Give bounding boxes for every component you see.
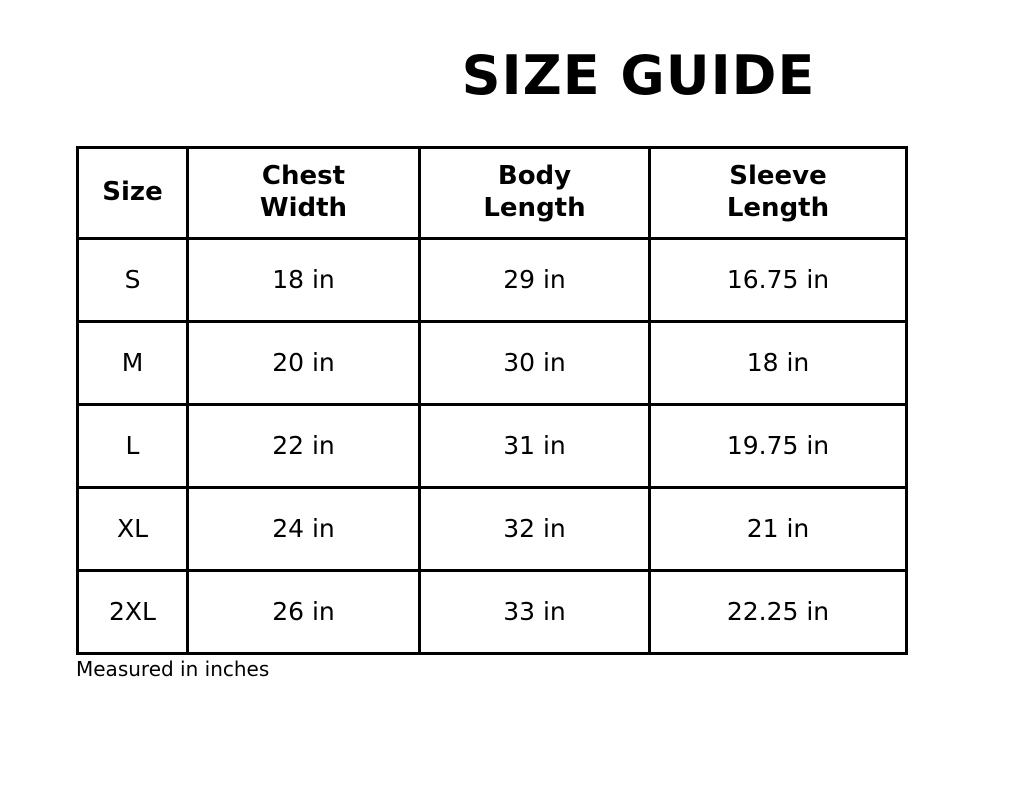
table-row <box>78 239 907 322</box>
column-header-body-length-line2: Length <box>483 193 586 223</box>
measurement-note: Measured in inches <box>76 657 270 681</box>
column-header-size-line1: Size <box>102 177 163 208</box>
cell-sleeve-length: 19.75 in <box>650 405 907 488</box>
column-header-chest-width-line2: Width <box>259 193 348 223</box>
table-body <box>78 239 907 654</box>
cell-sleeve-length: 16.75 in <box>650 239 907 322</box>
table-row <box>78 405 907 488</box>
cell-body-length: 31 in <box>420 405 650 488</box>
size-chart-table <box>76 146 908 655</box>
column-header-body-length-line1: Body <box>497 161 572 192</box>
table-row <box>78 488 907 571</box>
cell-size: L <box>78 405 188 488</box>
cell-size: 2XL <box>78 571 188 654</box>
table-header-row <box>78 148 907 239</box>
size-chart-container <box>76 146 905 655</box>
table-row <box>78 322 907 405</box>
cell-size: XL <box>78 488 188 571</box>
cell-sleeve-length: 21 in <box>650 488 907 571</box>
column-header-chest-width-line1: Chest <box>261 161 346 192</box>
cell-size: M <box>78 322 188 405</box>
table-row <box>78 571 907 654</box>
cell-size: S <box>78 239 188 322</box>
cell-chest-width: 20 in <box>188 322 420 405</box>
cell-body-length: 33 in <box>420 571 650 654</box>
column-header-sleeve-length-line1: Sleeve <box>729 161 827 192</box>
cell-body-length: 30 in <box>420 322 650 405</box>
column-header-sleeve-length <box>650 148 907 239</box>
column-header-sleeve-length-line2: Length <box>726 193 830 223</box>
cell-chest-width: 22 in <box>188 405 420 488</box>
cell-body-length: 29 in <box>420 239 650 322</box>
table-header <box>78 148 907 239</box>
cell-chest-width: 24 in <box>188 488 420 571</box>
cell-sleeve-length: 18 in <box>650 322 907 405</box>
column-header-chest-width <box>188 148 420 239</box>
cell-body-length: 32 in <box>420 488 650 571</box>
cell-chest-width: 18 in <box>188 239 420 322</box>
cell-sleeve-length: 22.25 in <box>650 571 907 654</box>
page-title: SIZE GUIDE <box>461 44 816 107</box>
column-header-body-length <box>420 148 650 239</box>
column-header-size <box>78 148 188 239</box>
cell-chest-width: 26 in <box>188 571 420 654</box>
